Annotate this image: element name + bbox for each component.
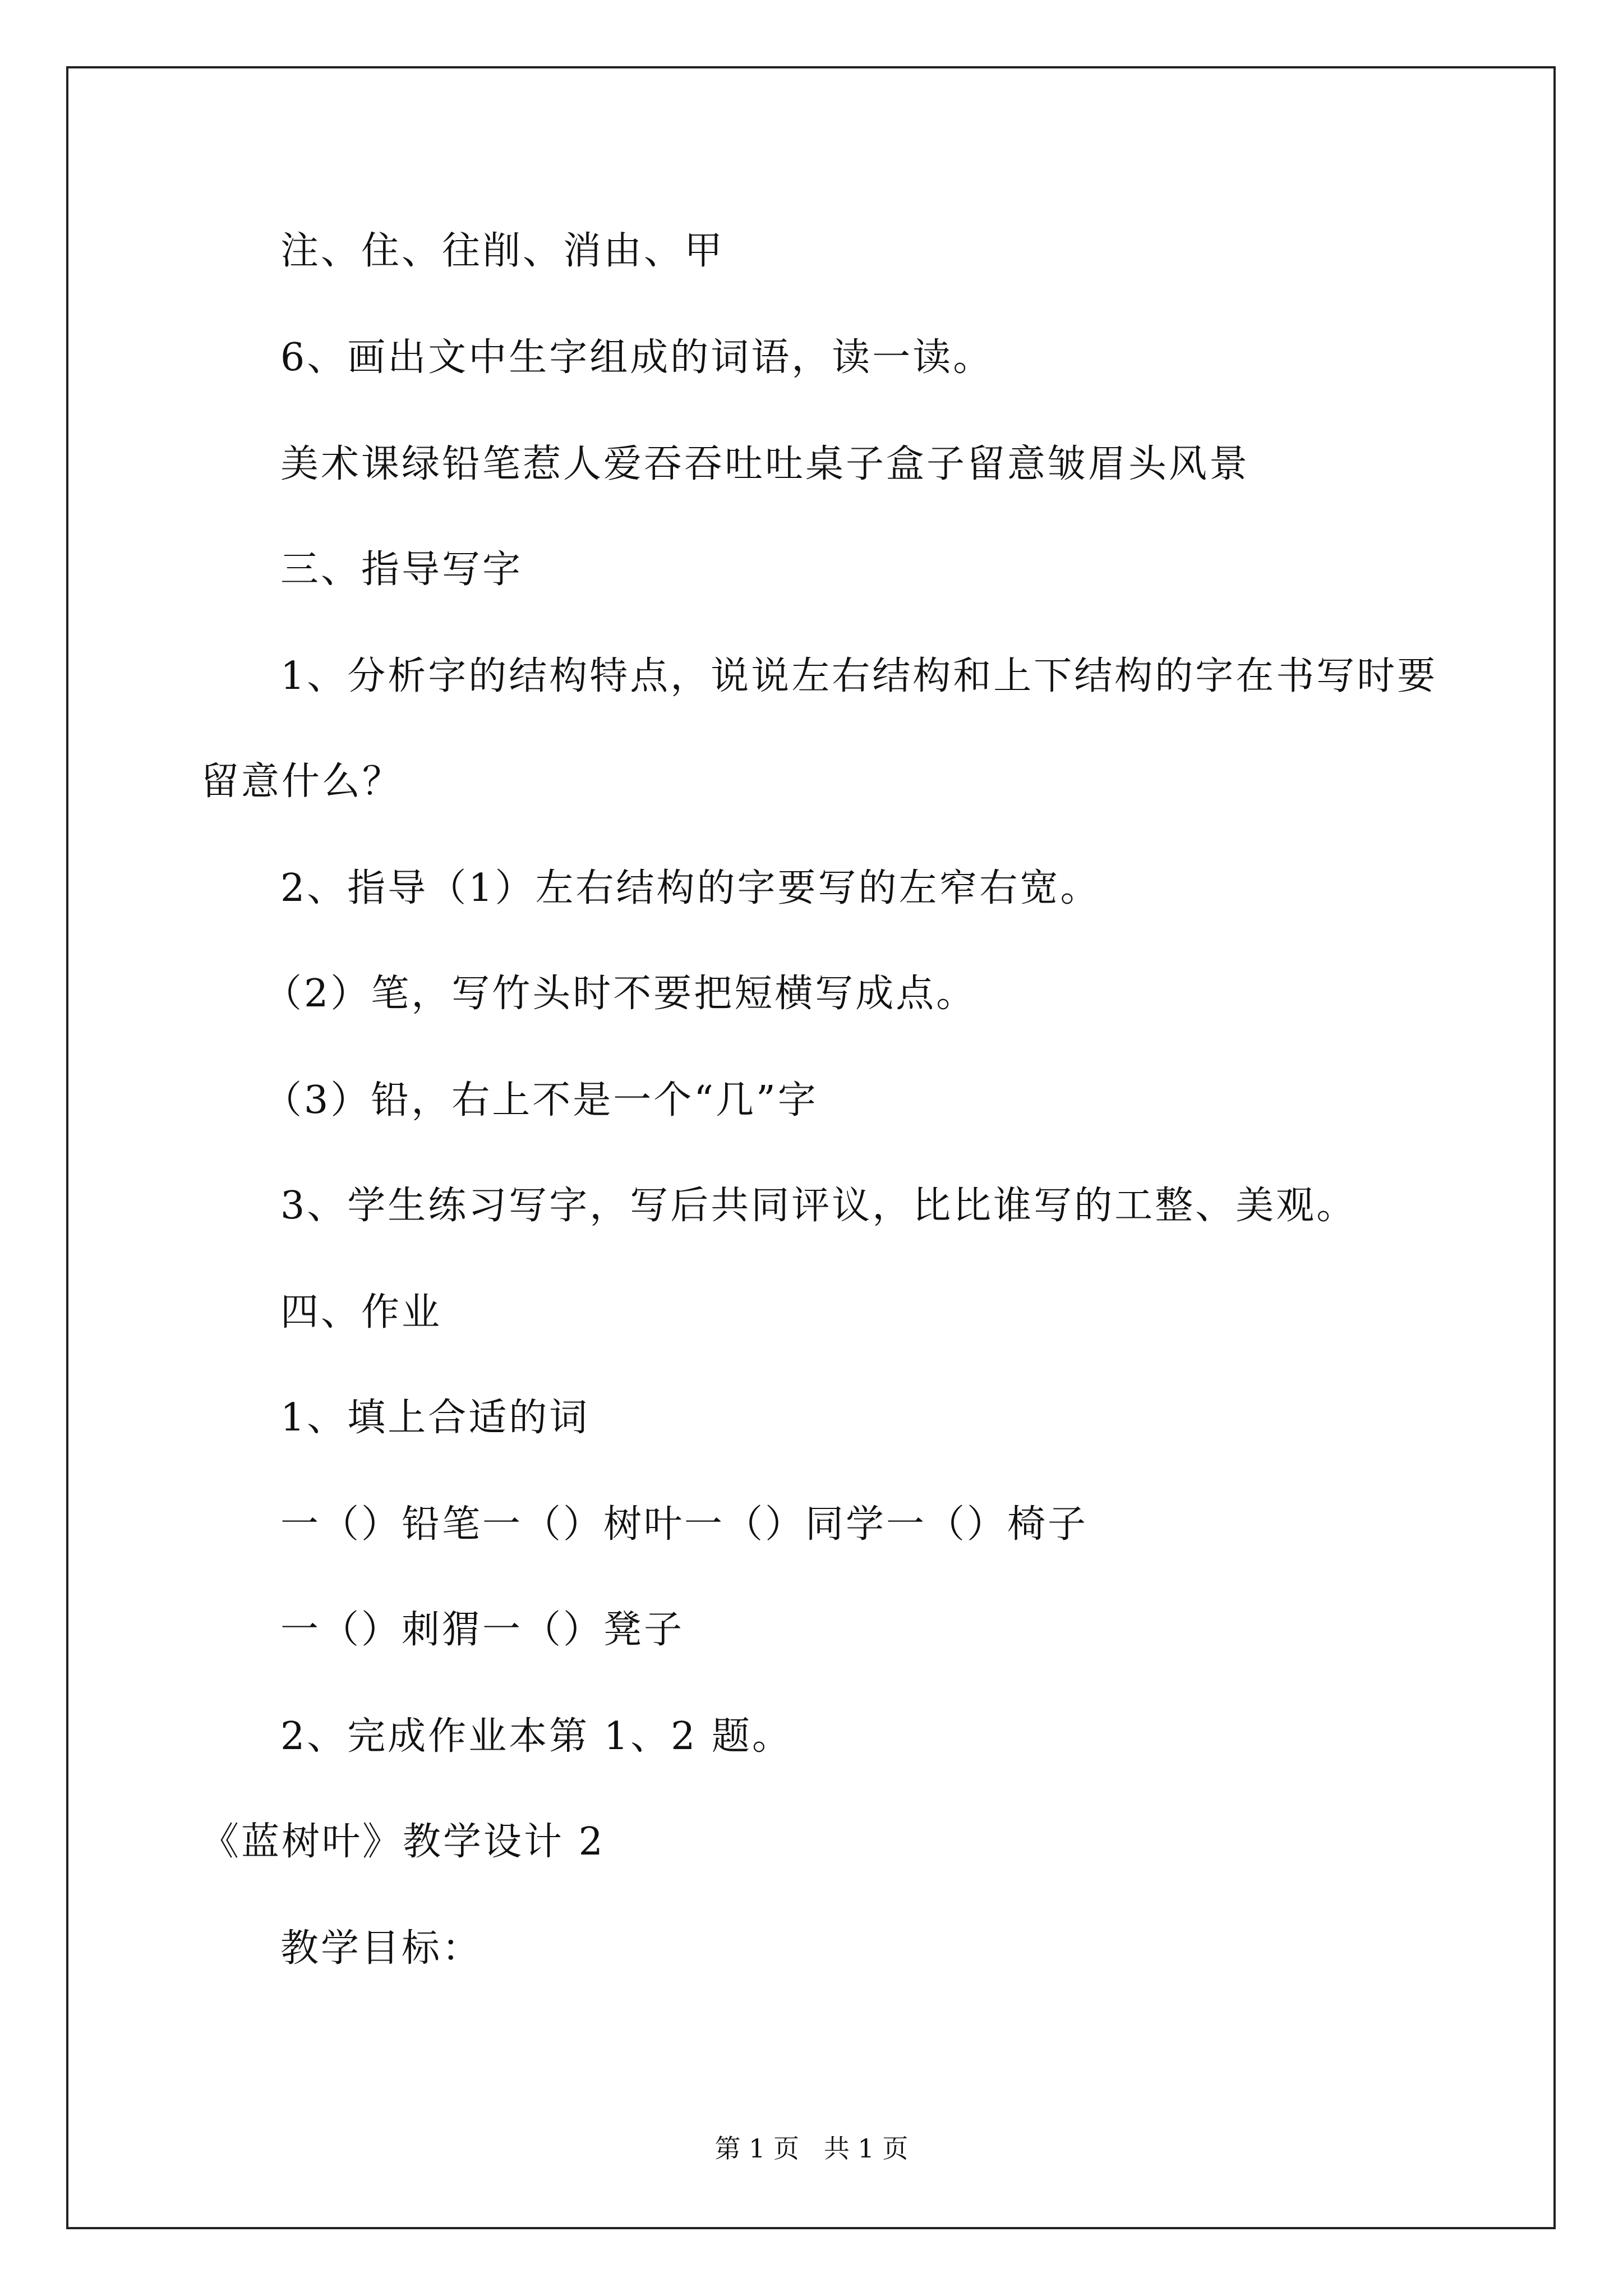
text-line-3: 美术课绿铅笔惹人爱吞吞吐吐桌子盒子留意皱眉头风景 — [280, 442, 1250, 486]
text-line-9: （3）铅，右上不是一个“几”字 — [264, 1078, 818, 1122]
text-line-2: 6、画出文中生字组成的词语，读一读。 — [280, 335, 994, 380]
text-line-15: 2、完成作业本第 1、2 题。 — [280, 1714, 793, 1759]
section-heading-guide-writing: 三、指导写字 — [280, 547, 523, 592]
text-line-17: 教学目标： — [280, 1926, 483, 1971]
page-border — [66, 66, 1556, 2229]
text-line-1: 注、住、往削、消由、甲 — [280, 229, 725, 273]
text-line-12: 1、填上合适的词 — [280, 1396, 590, 1440]
document-subtitle: 《蓝树叶》教学设计 2 — [201, 1820, 605, 1864]
text-line-8: （2）笔，写竹头时不要把短横写成点。 — [264, 972, 977, 1016]
text-line-10: 3、学生练习写字，写后共同评议，比比谁写的工整、美观。 — [280, 1184, 1357, 1228]
section-heading-homework: 四、作业 — [280, 1290, 442, 1335]
text-line-5: 1、分析字的结构特点，说说左右结构和上下结构的字在书写时要 — [280, 654, 1438, 698]
text-line-7: 2、指导（1）左右结构的字要写的左窄右宽。 — [280, 866, 1101, 910]
text-line-6: 留意什么？ — [201, 760, 403, 804]
text-line-14: 一（）刺猬一（）凳子 — [280, 1608, 685, 1652]
text-line-13: 一（）铅笔一（）树叶一（）同学一（）椅子 — [280, 1502, 1089, 1547]
page-footer: 第 1 页 共 1 页 — [714, 2133, 909, 2164]
